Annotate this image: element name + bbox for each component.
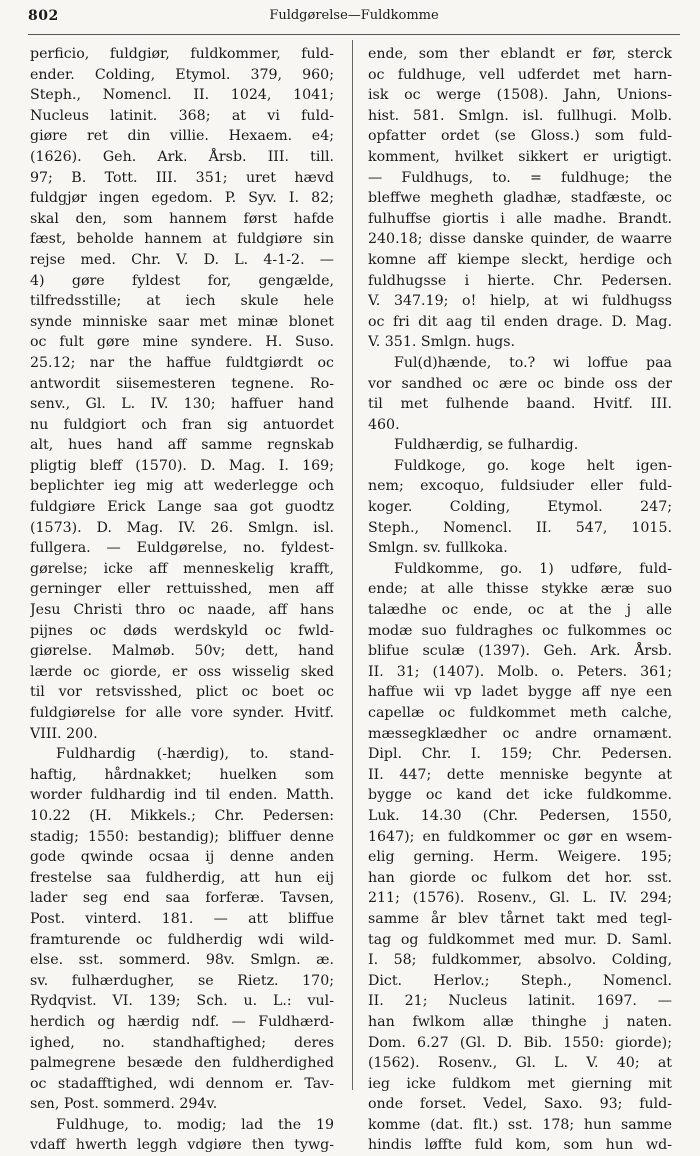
text-line: Steph., Nomencl. II. 1024, 1041; [30,87,334,104]
text-line: blifue sculæ (1397). Geh. Ark. Årsb. [368,643,672,660]
text-line: han fwlkom allæ thinghe j naten. [368,1013,672,1030]
text-line: antwordit siisemesteren tegnene. Ro- [30,375,334,392]
text-line: Fuldkomme, go. 1) udføre, fuld- [394,560,672,577]
text-line: Rydqvist. VI. 139; Sch. u. L.: vul- [30,993,334,1010]
text-line: ender. Colding, Etymol. 379, 960; [30,66,334,83]
text-line: V. 347.19; o! hielp, at wi fuldhugss [368,293,672,310]
text-line: vor sandhed oc ære oc binde oss der [368,375,672,392]
text-line: Ful(d)hænde, to.? wi loffue paa [394,354,672,371]
text-line: tilfredsstille; at iech skule hele [30,293,334,310]
text-line: Fuldhærdig, se fulhardig. [394,437,579,454]
text-line: else. sst. sommerd. 98v. Smlgn. æ. [30,952,334,969]
text-line: alt, hues hand aff samme regnskab [30,437,334,454]
text-line: sen, Post. sommerd. 294v. [30,1096,218,1113]
running-title: Fuldgørelse—Fuldkomme [269,8,439,23]
text-line: 10.22 (H. Mikkels.; Chr. Pedersen: [30,807,334,824]
text-line: giørelse. Malmøb. 50v; dett, hand [30,643,334,660]
text-line: (1562). Rosenv., Gl. L. V. 40; at [368,1055,672,1072]
text-line: til vor retsvisshed, plict oc boet oc [30,684,334,701]
text-line: — Fuldhugs, to. = fuldhuge; the [368,169,672,186]
text-line: mæssegklædher oc andre ornamænt. [368,725,672,742]
text-line: Dipl. Chr. I. 159; Chr. Pedersen. [368,746,672,763]
header-rule [28,34,680,35]
text-line: oc fuldhuge, vell udferdet met harn- [368,66,672,83]
text-line: fullgera. — Euldgørelse, no. fyldest- [30,540,334,557]
text-line: skal den, som hannem først hafde [30,210,334,227]
text-line: han giorde oc fulkom det hor. sst. [368,869,672,886]
text-line: elig gerning. Herm. Weigere. 195; [368,849,672,866]
text-line: capellæ oc fuldkommet meth calche, [368,705,672,721]
text-line: gode qwinde ocsaa ij denne anden [30,849,334,866]
text-line: til met fulhende baand. Hvitf. III. [368,396,672,413]
text-line: 97; B. Tott. III. 351; uret hævd [30,169,334,186]
text-line: Dom. 6.27 (Gl. D. Bib. 1550: giorde); [368,1034,672,1051]
text-line: fuldgiøre Erick Lange saa got guodtz [30,499,334,516]
text-line: II. 21; Nucleus latinit. 1697. — [368,993,672,1010]
text-line: palmegrene besæde den fuldherdighed [30,1055,334,1072]
text-line: komment, hvilket sikkert er urigtigt. [368,148,672,165]
text-line: giøre ret din villie. Hexaem. e4; [30,128,334,145]
text-line: I. 58; fuldkommer, absolvo. Colding, [368,952,672,969]
text-line: Luk. 14.30 (Chr. Pedersen, 1550, [368,807,672,824]
text-line: senv., Gl. L. IV. 130; haffuer hand [30,396,334,413]
text-line: ende, som ther eblandt er før, sterck [368,46,672,62]
text-line: stadig; 1550: bestandig); bliffuer denne [30,828,334,845]
text-line: fuldgjør ingen egedom. P. Syv. I. 82; [30,190,334,207]
text-line: Dict. Herlov.; Steph., Nomencl. [368,972,672,989]
text-line: hist. 581. Smlgn. isl. fullhugi. Molb. [368,107,672,124]
text-line: haffue wii vp ladet bygge aff nye een [368,684,672,701]
text-line: oc stadafftighed, wdi dennom er. Tav- [30,1075,334,1092]
text-line: II. 447; dette menniske begynte at [368,766,672,783]
text-line: vdaff hwerth leggh vdgiøre then tywg- [30,1137,334,1154]
text-line: ighed, no. standhaftighed; deres [30,1034,334,1051]
text-line: komme (dat. flt.) sst. 178; hun samme [368,1116,672,1133]
text-line: sv. fulhærdugher, se Rietz. 170; [30,972,334,989]
text-line: II. 31; (1407). Molb. o. Peters. 361; [368,663,672,680]
text-line: worder fuldhardig ind til enden. Matth. [30,787,334,804]
text-line: Smlgn. sv. fullkoka. [368,540,508,557]
text-line: modæ suo fuldraghes oc fulkommes oc [368,622,672,639]
text-line: herdich og hærdig ndf. — Fuldhærd- [30,1013,334,1030]
text-line: VIII. 200. [30,725,98,742]
left-column [30,44,334,1156]
text-line: isk oc werge (1508). Jahn, Unions- [368,87,672,104]
text-line: lærde oc giorde, er oss wisselig sked [30,663,334,680]
text-line: lader seg end saa forferæ. Tavsen, [30,890,334,907]
text-line: V. 351. Smlgn. hugs. [368,334,515,351]
text-line: 4) gøre fyldest for, gengælde, [30,272,334,289]
text-line: pijnes oc døds werdskyld oc fwld- [30,622,334,639]
text-line: Fuldhuge, to. modig; lad the 19 [56,1116,334,1133]
text-line: koger. Colding, Etymol. 247; [368,499,672,516]
text-line: onde forset. Vedel, Saxo. 93; fuld- [368,1096,672,1113]
text-line: bygge oc kand det icke fuldkomme. [368,787,672,804]
column-divider [352,40,353,1090]
text-line: 460. [368,416,400,433]
text-line: tag og fuldkommet med mur. D. Saml. [368,931,672,948]
text-line: haftig, hårdnakket; huelken som [30,766,334,783]
text-line: nu fuldgiort och fran sig antuordet [30,416,334,433]
text-line: (1626). Geh. Ark. Årsb. III. till. [30,148,334,165]
text-line: 240.18; disse danske quinder, de waarre [368,231,672,248]
text-line: perficio, fuldgiør, fuldkommer, fuld- [30,46,334,62]
text-line: gørelse; icke aff menneskelig krafft, [30,560,334,577]
text-line: talædhe oc ende, oc at the j alle [368,602,672,619]
text-line: fuldhugsse i hierte. Chr. Pedersen. [368,272,672,289]
text-line: komne aff kiempe sleckt, herdige och [368,251,672,268]
text-line: oc fri dit aag til enden drage. D. Mag. [368,313,672,330]
text-line: Nucleus latinit. 368; at vi fuld- [30,107,334,124]
text-line: frestelse saa fuldherdig, att hun eij [30,869,334,886]
text-line: gerninger eller rettuisshed, men aff [30,581,334,598]
text-line: hindis løffte fuld kom, som hun wd- [368,1137,672,1154]
page-header [28,8,680,30]
text-line: opfatter ordet (se Gloss.) som fuld- [368,128,672,145]
text-line: fuldgiørelse for alle vore synder. Hvitf. [30,705,334,721]
text-line: Post. vinterd. 181. — att bliffue [30,910,334,927]
text-line: Fuldhardig (-hærdig), to. stand- [56,746,334,763]
text-line: synde minniske saar met minæ blonet [30,313,334,330]
text-line: samme år blev tårnet takt med tegl- [368,910,672,927]
text-line: nem; excoquo, fuldsiuder eller fuld- [368,478,672,495]
text-line: 211; (1576). Rosenv., Gl. L. IV. 294; [368,890,672,907]
text-line: ende; at alle thisse stykke æræ suo [368,581,672,598]
text-line: Jesu Christi thro oc naade, aff hans [30,602,334,619]
text-line: (1573). D. Mag. IV. 26. Smlgn. isl. [30,519,334,536]
text-line: bleffwe megheth gladhæ, stadfæste, oc [368,190,672,207]
text-line: Fuldkoge, go. koge helt igen- [394,457,672,474]
text-line: beplichter ieg mig att wederlegge och [30,478,334,495]
text-line: oc fult gøre mine syndere. H. Suso. [30,334,334,351]
page-number: 802 [28,8,59,24]
text-line: framturende oc fuldherdig wdi wild- [30,931,334,948]
text-line: ieg icke fuldkom met gierning mit [368,1075,672,1092]
text-line: Steph., Nomencl. II. 547, 1015. [368,519,672,536]
text-line: fulhuffse giortis i alle madhe. Brandt. [368,210,672,227]
text-line: 25.12; nar the haffue fuldtgiørdt oc [30,354,334,371]
text-line: pligtig bleff (1570). D. Mag. I. 169; [30,457,334,474]
text-line: fæst, beholde hannem at fuldgiøre sin [30,231,334,248]
text-line: 1647); en fuldkommer oc gør en wsem- [368,828,672,845]
text-line: rejse med. Chr. V. D. L. 4-1-2. — [30,251,334,268]
right-column [368,44,672,1156]
